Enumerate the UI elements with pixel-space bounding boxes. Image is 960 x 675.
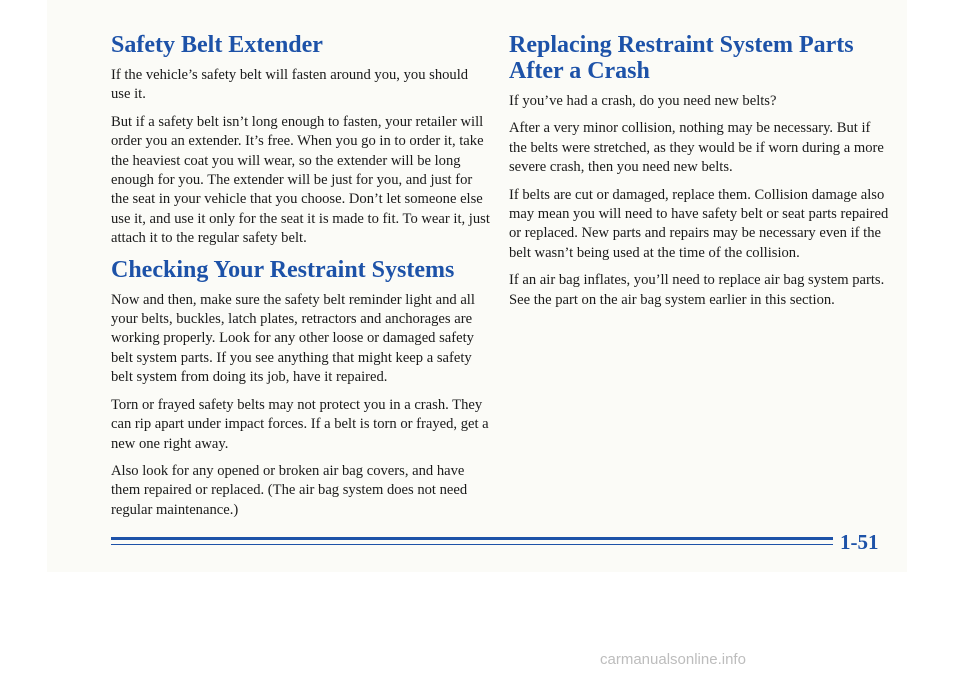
- left-column: [111, 32, 491, 528]
- paragraph: Also look for any opened or broken air bag covers, and have them repaired or replaced. (The air bag system does not need regular maintenance.): [111, 462, 468, 518]
- paragraph: If belts are cut or damaged, replace them. Collision damage also may mean you will need to have safety belt or seat parts repaired or replaced. New parts and repairs may be necessary even if the belt wasn’t being used at the time of the collision.: [509, 186, 889, 261]
- page-number: 1-51: [840, 530, 879, 554]
- paragraph: If you’ve had a crash, do you need new belts?: [509, 93, 777, 109]
- paragraph: But if a safety belt isn’t long enough to fasten, your retailer will order you an extender. It’s free. When you go in to order it, take the heaviest coat you will wear, so the extender will be long enough for you. The extender will be just for you, and just for the seat in your vehicle that you choose. Don’t let someone else use it, and use it only for the seat it is made to fit. To wear it, just attach it to the regular safety belt.: [111, 113, 490, 247]
- footer-rule-thin: [111, 544, 833, 545]
- heading-checking-restraint-systems: Checking Your Restraint Systems: [111, 256, 455, 283]
- paragraph: Now and then, make sure the safety belt reminder light and all your belts, buckles, latch plates, retractors and anchorages are working properly. Look for any other loose or damaged safety belt system parts. If you see anything that might keep a safety belt system from doing its job, have it repaired.: [111, 291, 475, 386]
- right-column: [509, 32, 889, 318]
- paragraph: After a very minor collision, nothing may be necessary. But if the belts were stretched, as they would be if worn during a more severe crash, then you need new belts.: [509, 120, 884, 176]
- paragraph: If an air bag inflates, you’ll need to replace air bag system parts. See the part on the air bag system earlier in this section.: [509, 272, 885, 308]
- paragraph: Torn or frayed safety belts may not protect you in a crash. They can rip apart under impact forces. If a belt is torn or frayed, get a new one right away.: [111, 396, 489, 452]
- watermark-text: carmanualsonline.info: [600, 651, 746, 668]
- paragraph: If the vehicle’s safety belt will fasten around you, you should use it.: [111, 67, 469, 103]
- heading-safety-belt-extender: Safety Belt Extender: [111, 32, 323, 58]
- footer-rule: [111, 537, 833, 545]
- heading-replacing-restraint-parts: Replacing Restraint System Parts After a Crash: [509, 32, 854, 84]
